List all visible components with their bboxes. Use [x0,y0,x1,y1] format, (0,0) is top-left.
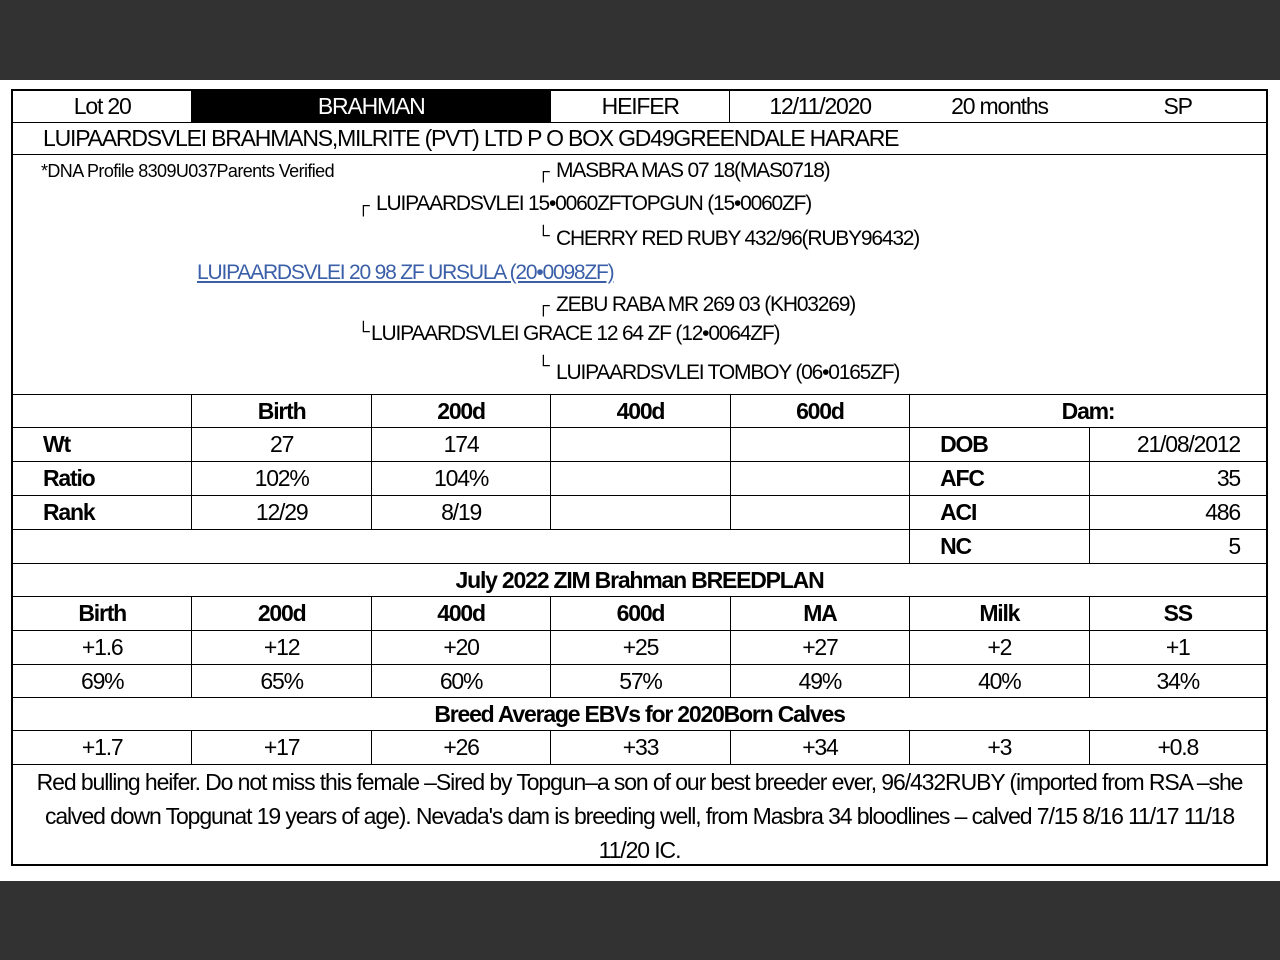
accuracy-value: 57% [551,665,730,697]
weights-row [13,496,1266,530]
lot-card [11,89,1268,866]
dam-key-nc: NC [910,530,1089,563]
ebv-value: +2 [910,631,1089,664]
ebv-value: +20 [372,631,551,664]
breed-average-row [13,731,1266,765]
birth-date: 12/11/2020 [769,93,871,119]
dam-key: AFC [910,462,1089,495]
ebv-value: +27 [731,631,910,664]
pedigree-branch-top: ┌ [537,161,550,181]
ebv-value: +1.6 [13,631,192,664]
dam-value: 486 [1205,499,1240,525]
weight-value: 27 [192,428,371,461]
accuracy-row [13,665,1266,698]
pedigree-branch-bottom: └ [537,225,550,245]
weights-header-600d: 600d [731,395,910,427]
accuracy-value: 34% [1156,667,1199,694]
lot-number: Lot 20 [13,91,192,122]
ebv-header: Birth [13,597,192,630]
pedigree-branch-top: ┌ [357,195,370,215]
owner-row [13,123,1266,155]
breed-average-value: +17 [192,731,371,764]
polled-code: SP [1163,93,1192,119]
weights-header-birth: Birth [192,395,371,427]
breedplan-title: July 2022 ZIM Brahman BREEDPLAN [455,566,824,593]
pedigree-branch-top: ┌ [537,295,550,315]
accuracy-value: 65% [192,665,371,697]
weight-value: 8/19 [372,496,551,529]
ebv-value: +25 [551,631,730,664]
breed-average-value: +26 [372,731,551,764]
ebv-header: MA [731,597,910,630]
nc-row [13,530,1266,564]
ebv-value: +1 [1165,634,1190,660]
weights-row [13,462,1266,496]
weights-row [13,428,1266,462]
dam-value: 21/08/2012 [1136,431,1240,457]
pedigree-section [13,155,1266,395]
weight-value: 12/29 [192,496,371,529]
dam-dam: LUIPAARDSVLEI TOMBOY (06•0165ZF) [556,361,900,384]
accuracy-value: 49% [731,665,910,697]
weight-value: 174 [372,428,551,461]
weight-value [731,496,910,529]
dam-value-nc: 5 [1228,533,1240,559]
ebv-value: +12 [192,631,371,664]
breed-average-value: +3 [910,731,1089,764]
ebv-values-row [13,631,1266,665]
dam-header: Dam: [1061,397,1115,424]
lot-notes: Red bulling heifer. Do not miss this female –Sired by Topgun–a son of our best breeder ever, 96/432RUBY (imported from RSA –she calved down Topgunat 19 years of age). Nevada's dam is breeding well, from Masbra 34 bloodlines – calved 7/15 8/16 11/17 11/18 11/20 IC. [36,769,1243,863]
weight-value [551,462,730,495]
pedigree-branch-bottom: └ [357,321,370,341]
dna-profile: *DNA Profile 8309U037Parents Verified [41,161,334,181]
ebv-header: 600d [551,597,730,630]
animal-name-link[interactable]: LUIPAARDSVLEI 20 98 ZF URSULA (20•0098ZF) [197,261,614,284]
breed-average-title: Breed Average EBVs for 2020Born Calves [434,700,845,727]
sex-label: HEIFER [551,91,730,122]
breed-average-value: +0.8 [1157,734,1199,760]
weight-value: 102% [192,462,371,495]
sire-sire: MASBRA MAS 07 18(MAS0718) [556,159,830,182]
pedigree-branch-bottom: └ [537,355,550,375]
accuracy-value: 40% [910,665,1089,697]
weight-value [731,428,910,461]
breed-average-title-row [13,698,1266,731]
breedplan-header-row [13,597,1266,631]
breedplan-title-row [13,564,1266,597]
ebv-header: 400d [372,597,551,630]
breed-average-value: +34 [731,731,910,764]
ebv-header: SS [1163,600,1192,626]
ebv-header: Milk [910,597,1089,630]
row-label: Wt [13,428,192,461]
lot-header-row [13,91,1266,123]
dam-key: ACI [910,496,1089,529]
breed-label: BRAHMAN [192,91,551,122]
weight-value [551,428,730,461]
accuracy-value: 60% [372,665,551,697]
owner-address: LUIPAARDSVLEI BRAHMANS,MILRITE (PVT) LTD P O BOX GD49GREENDALE HARARE [43,125,899,151]
row-label: Ratio [13,462,192,495]
accuracy-value: 69% [13,665,192,697]
sire-dam: CHERRY RED RUBY 432/96(RUBY96432) [556,227,920,250]
weight-value [731,462,910,495]
weights-header-blank [13,395,192,427]
dam-name: LUIPAARDSVLEI GRACE 12 64 ZF (12•0064ZF) [371,322,780,345]
age-label: 20 months [951,93,1048,119]
weights-header-row [13,395,1266,428]
breed-average-value: +1.7 [13,731,192,764]
dam-sire: ZEBU RABA MR 269 03 (KH03269) [556,293,856,316]
sire-name: LUIPAARDSVLEI 15•0060ZFTOPGUN (15•0060ZF) [376,192,812,215]
dam-key: DOB [910,428,1089,461]
dam-value: 35 [1216,465,1240,491]
weight-value: 104% [372,462,551,495]
weight-value [551,496,730,529]
breed-average-value: +33 [551,731,730,764]
ebv-header: 200d [192,597,371,630]
row-label: Rank [13,496,192,529]
weights-header-200d: 200d [372,395,551,427]
nc-row-blank [13,530,910,563]
weights-header-400d: 400d [551,395,730,427]
